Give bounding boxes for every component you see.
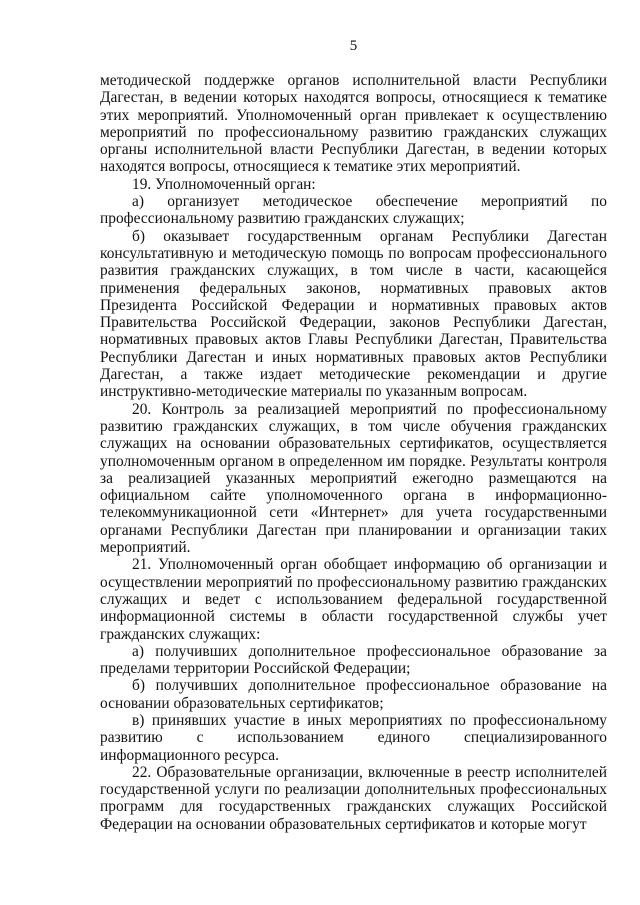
paragraph: в) принявших участие в иных мероприятиях по профессиональному развитию с использованием единого специализированного информационного ресурса.: [100, 711, 607, 764]
paragraph: методической поддержке органов исполнительной власти Республики Дагестан, в ведении которых находятся вопросы, относящиеся к тематике этих мероприятий. Уполномоченный орган привлекает к осуществлению мероприятий по профессиональному развитию гражданских служащих органы исполнительной власти Республики Дагестан, в ведении которых находятся вопросы, относящиеся к тематике этих мероприятий.: [100, 72, 607, 176]
paragraph: 20. Контроль за реализацией мероприятий по профессиональному развитию гражданских служащих, в том числе обучения гражданских служащих на основании образовательных сертификатов, осуществляется уполномоченным органом в определенном им порядке. Результаты контроля за реализацией указанных мероприятий ежегодно размещаются на официальном сайте уполномоченного органа в информационно-телекоммуникационной сети «Интернет» для учета государственными органами Республики Дагестан при планировании и организации таких мероприятий.: [100, 400, 607, 557]
paragraph: 21. Уполномоченный орган обобщает информацию об организации и осуществлении мероприятий по профессиональному развитию гражданских служащих и ведет с использованием федеральной государственной информационной системы в области государственной службы учет гражданских служащих:: [100, 556, 607, 643]
paragraph: 22. Образовательные организации, включенные в реестр исполнителей государственной услуги по реализации дополнительных профессиональных программ для государственных гражданских служащих Российской Федерации на основании образовательных сертификатов и которые могут: [100, 763, 607, 833]
paragraph: б) оказывает государственным органам Республики Дагестан консультативную и методическую помощь по вопросам профессионального развития гражданских служащих, в том числе в части, касающейся применения федеральных законов, нормативных правовых актов Президента Российской Федерации и нормативных правовых актов Правительства Российской Федерации, законов Республики Дагестан, нормативных правовых актов Главы Республики Дагестан, Правительства Республики Дагестан и иных нормативных правовых актов Республики Дагестан, а также издает методические рекомендации и другие инструктивно-методические материалы по указанным вопросам.: [100, 227, 607, 401]
paragraph: а) получивших дополнительное профессиональное образование за пределами территории Российской Федерации;: [100, 642, 607, 678]
paragraph: а) организует методическое обеспечение мероприятий по профессиональному развитию гражданских служащих;: [100, 193, 607, 228]
document-body: [100, 72, 607, 833]
paragraph: 19. Уполномоченный орган:: [132, 175, 316, 193]
page-number: 5: [349, 38, 358, 54]
paragraph: б) получивших дополнительное профессиональное образование на основании образовательных сертификатов;: [100, 677, 607, 712]
